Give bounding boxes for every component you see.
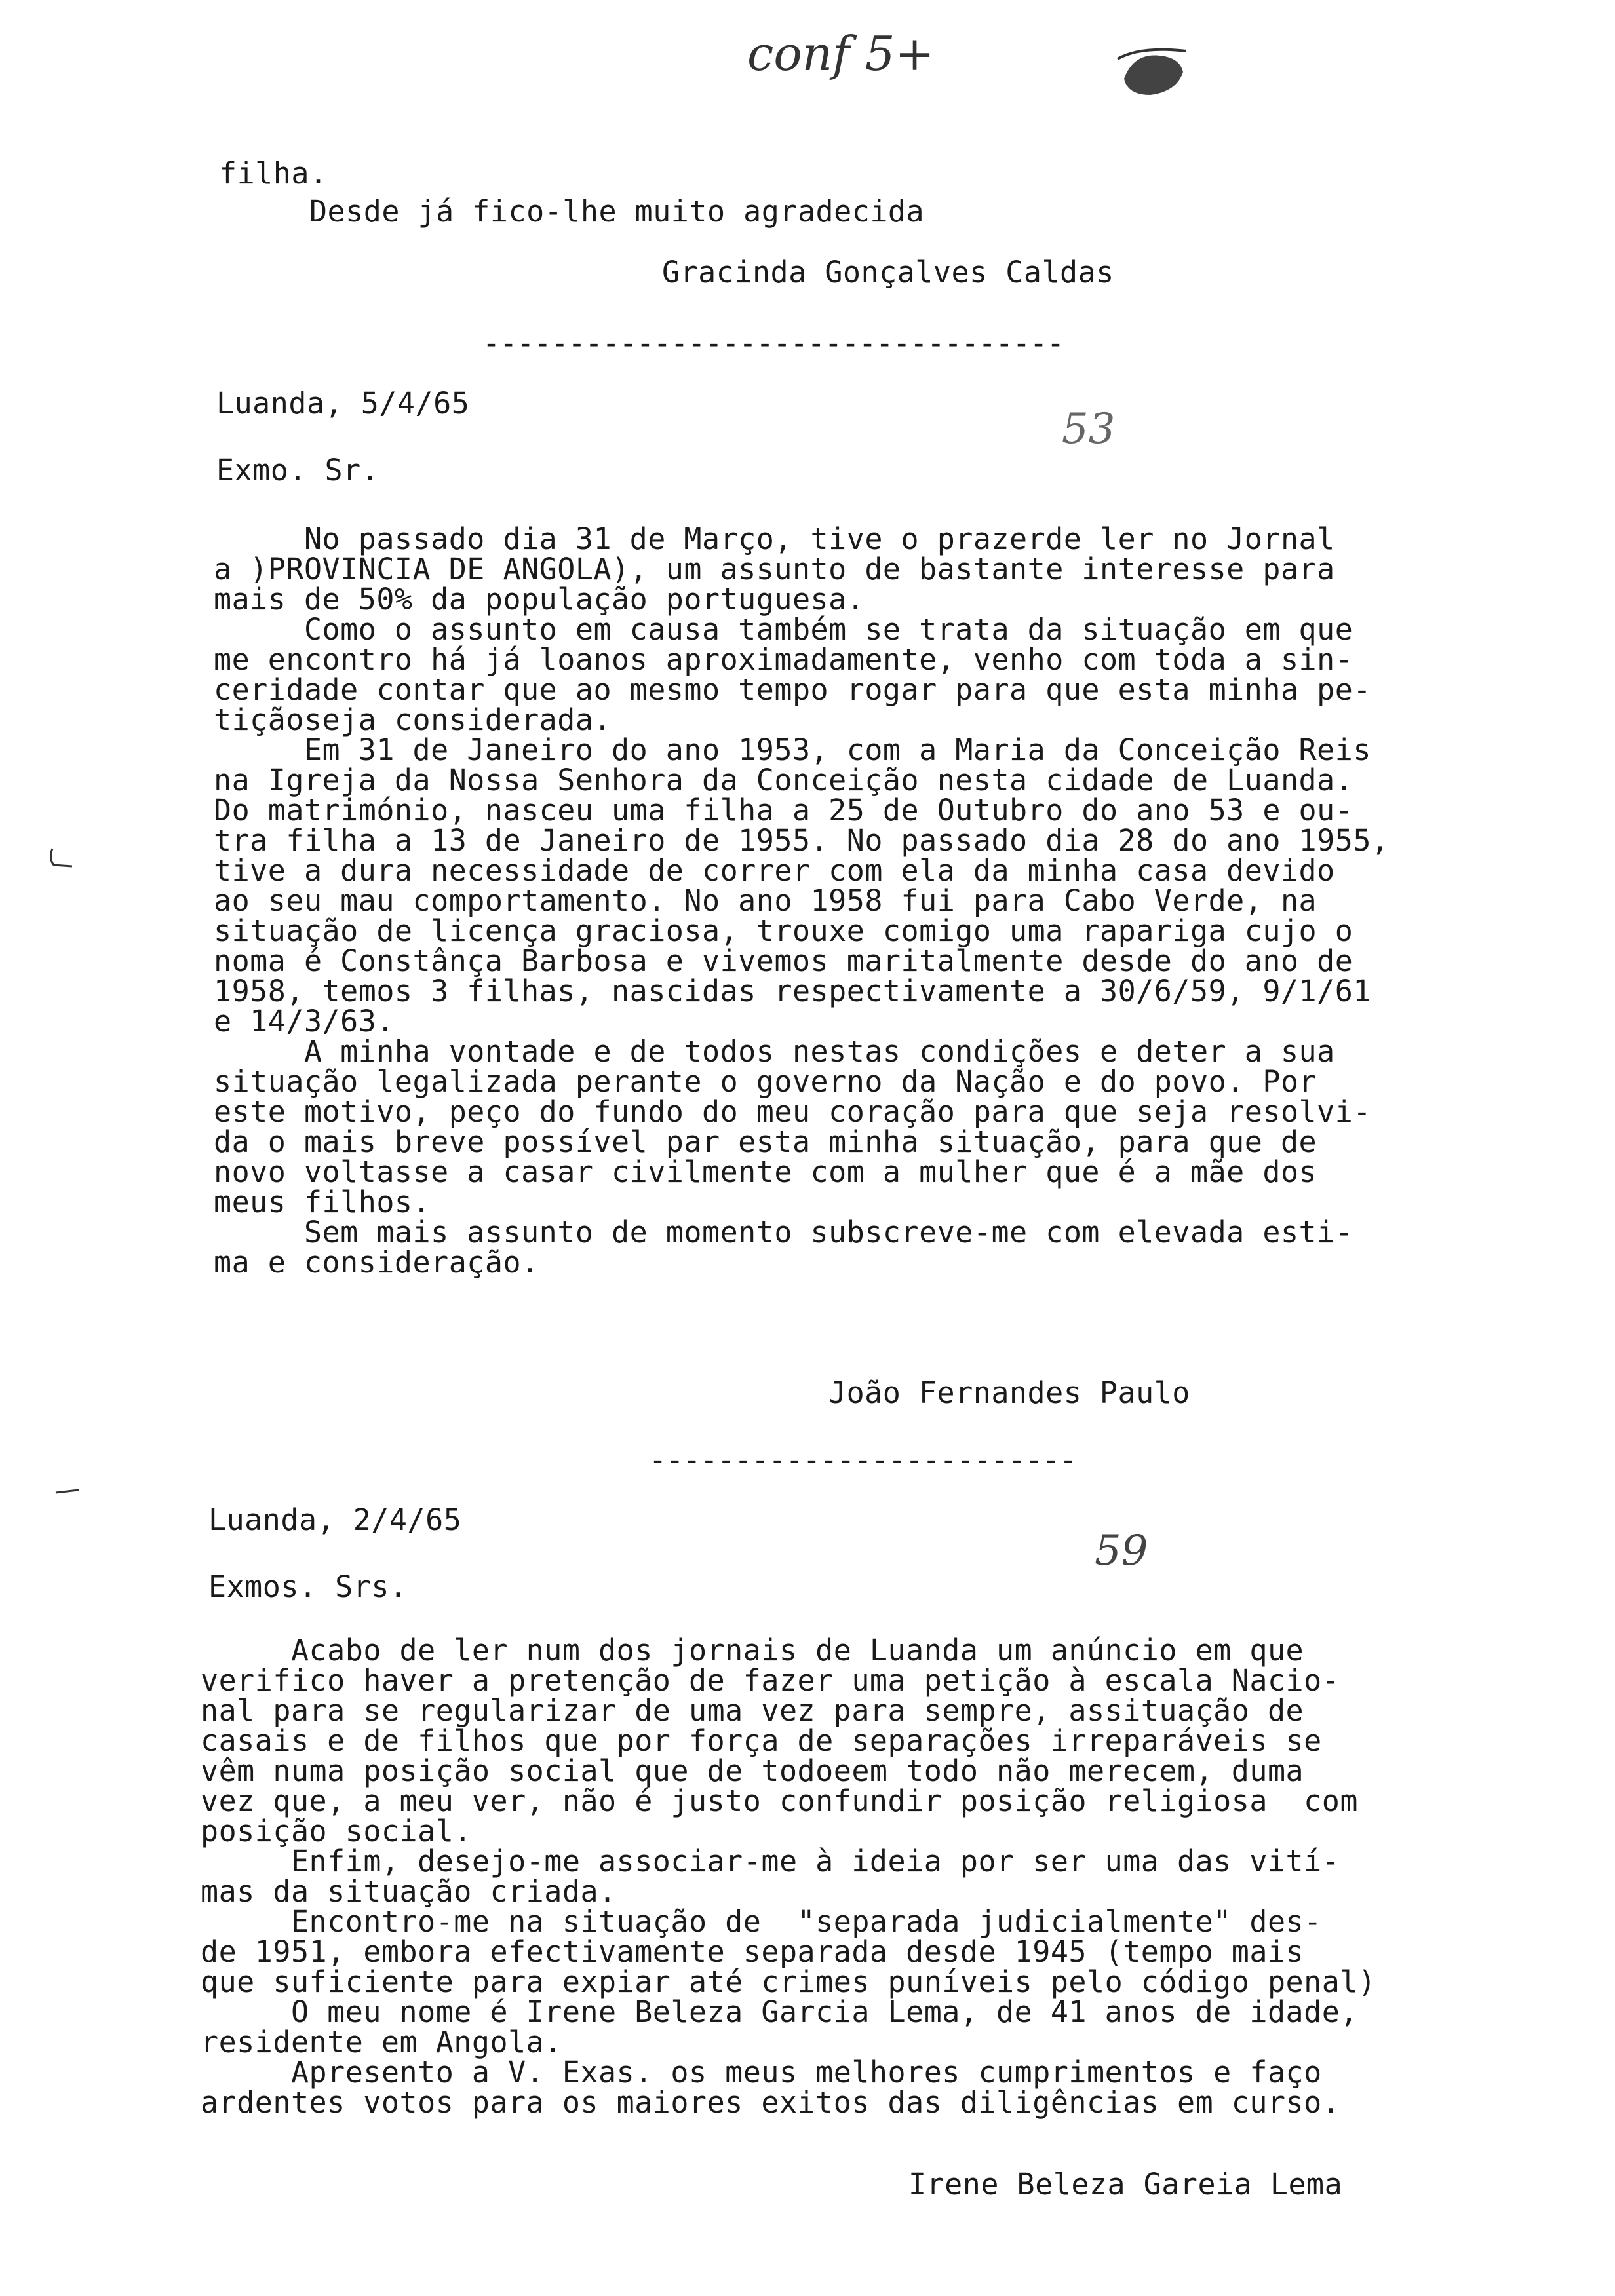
signature: João Fernandes Paulo xyxy=(828,1375,1190,1410)
margin-mark xyxy=(52,1481,85,1501)
closing-text: filha. Desde já fico-lhe muito agradecida xyxy=(219,156,925,229)
handwritten-top-note: conf 5+ xyxy=(747,26,935,81)
scribble-mark xyxy=(1114,39,1193,105)
margin-mark xyxy=(46,845,79,871)
signature: Irene Beleza Gareia Lema xyxy=(908,2167,1343,2202)
letter-date: Luanda, 5/4/65 xyxy=(216,386,470,421)
letter-body: No passado dia 31 de Março, tive o prazerde ler no Jornal a )PROVINCIA DE ANGOLA), um assunto de bastante interesse para mais de 50% da população portuguesa. Como o assunto em causa também se trata da situação em que me encontro há já loanos aproximadamente, venho com toda a sin- ceridade contar que ao mesmo tempo rogar para que esta minha pe- tiçãoseja considerada. Em 31 de Janeiro do ano 1953, com a Maria da Conceição Reis na Igreja da Nossa Senhora da Conceição nesta cidade de Luanda. Do matrimónio, nasceu uma filha a 25 de Outubro do ano 53 e ou- tra filha a 13 de Janeiro de 1955. No passado dia 28 do ano 1955, tive a dura necessidade de correr com ela da minha casa devido ao seu mau comportamento. No ano 1958 fui para Cabo Verde, na situação de licença graciosa, trouxe comigo uma rapariga cujo o noma é Constânça Barbosa e vivemos maritalmente desde do ano de 1958, temos 3 filhas, nascidas respectivamente a 30/6/59, 9/1/61 e 14/3/63. A minha vontade e de todos nestas condições e deter a sua situação legalizada perante o governo da Nação e do povo. Por este motivo, peço do fundo do meu coração para que seja resolvi- da o mais breve possível par esta minha situação, para que de novo voltasse a casar civilmente com a mulher que é a mãe dos meus filhos. Sem mais assunto de momento subscreve-me com elevada esti- ma e consideração. xyxy=(214,522,1390,1280)
letter-date: Luanda, 2/4/65 xyxy=(208,1502,462,1537)
page-number-annotation: 59 xyxy=(1095,1527,1148,1575)
salutation: Exmo. Sr. xyxy=(216,453,379,488)
letter-body: Acabo de ler num dos jornais de Luanda um anúncio em que verifico haver a pretenção de fazer uma petição à escala Nacio- nal para se regularizar de uma vez para sempre, assituação de casais e de filhos que por força de separações irreparáveis se vêm numa posição social que de todoeem todo não merecem, duma vez que, a meu ver, não é justo confundir posição religiosa com posição social. Enfim, desejo-me associar-me à ideia por ser uma das vití- mas da situação criada. Encontro-me na situação de "separada judicialmente" des- de 1951, embora efectivamente separada desde 1945 (tempo mais que suficiente para expiar até crimes puníveis pelo código penal) O meu nome é Irene Beleza Garcia Lema, de 41 anos de idade, residente em Angola. Apresento a V. Exas. os meus melhores cumprimentos e faço ardentes votos para os maiores exitos das diligências em curso. xyxy=(201,1633,1376,2120)
salutation: Exmos. Srs. xyxy=(208,1569,408,1604)
page-number-annotation: 53 xyxy=(1062,405,1116,453)
separator-line: ------------------------- xyxy=(649,1442,1077,1477)
separator-line: ---------------------------------- xyxy=(482,326,1064,360)
signature: Gracinda Gonçalves Caldas xyxy=(662,255,1114,290)
